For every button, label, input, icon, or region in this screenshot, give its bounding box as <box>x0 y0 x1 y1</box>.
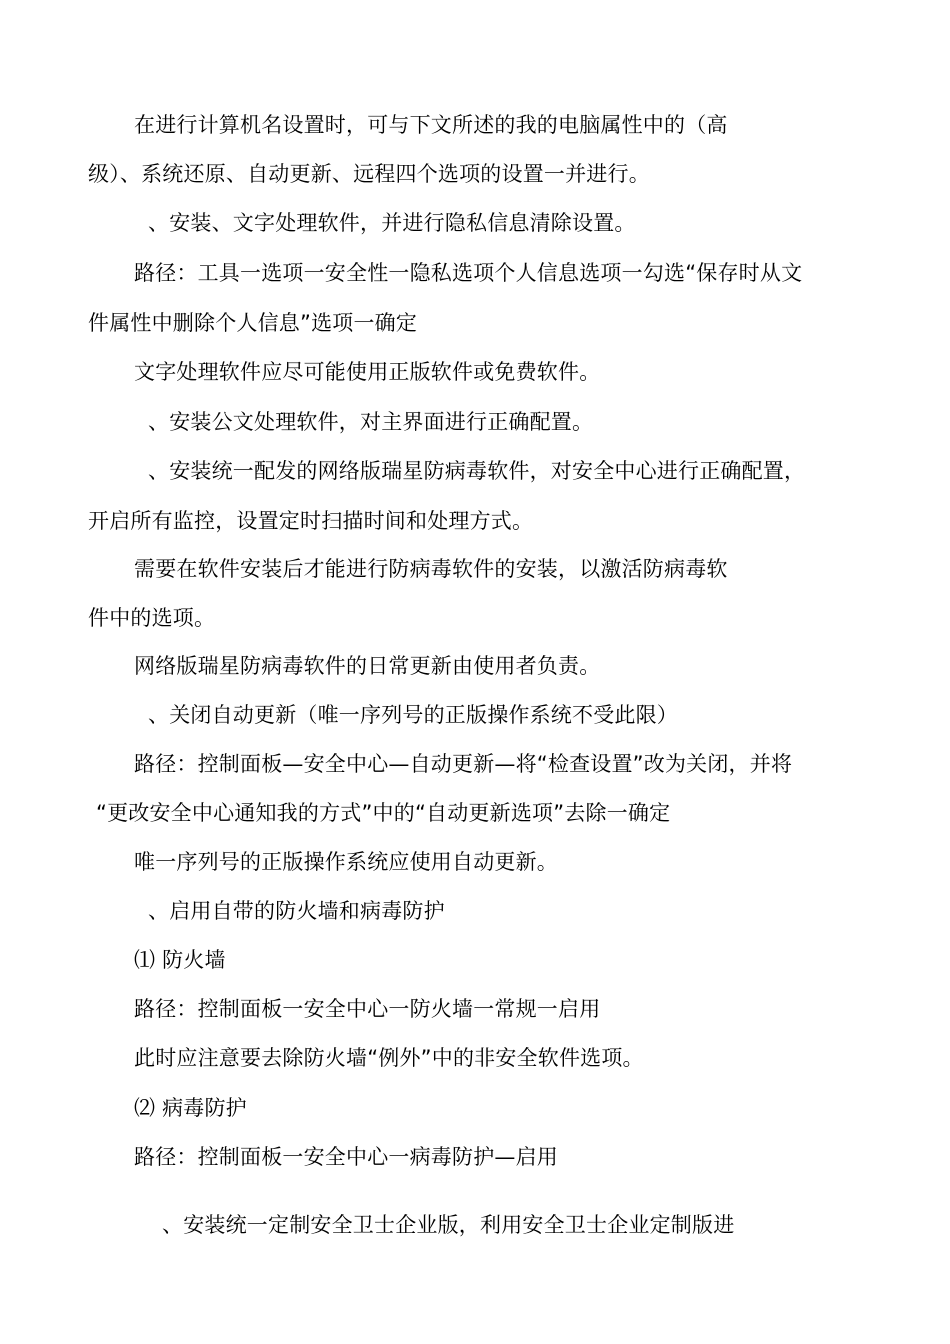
paragraph-line: 路径：控制面板一安全中心一防火墙一常规一启用 <box>134 997 601 1021</box>
paragraph-line: 、启用自带的防火墙和病毒防护 <box>148 899 445 923</box>
paragraph-line: 文字处理软件应尽可能使用正版软件或免费软件。 <box>134 360 601 384</box>
paragraph-line: 件中的选项。 <box>88 606 216 630</box>
paragraph-line: 件属性中删除个人信息”选项一确定 <box>88 311 418 335</box>
paragraph-line: 级）、系统还原、自动更新、远程四个选项的设置一并进行。 <box>88 162 650 186</box>
paragraph-line: 路径：控制面板一安全中心一病毒防护—启用 <box>134 1145 558 1169</box>
paragraph-line: 、安装统一定制安全卫士企业版，利用安全卫士企业定制版进 <box>162 1213 735 1237</box>
paragraph-line: 、安装公文处理软件，对主界面进行正确配置。 <box>148 410 594 434</box>
paragraph-line: 开启所有监控，设置定时扫描时间和处理方式。 <box>88 509 534 533</box>
paragraph-line: 、安装、文字处理软件，并进行隐私信息清除设置。 <box>148 211 636 235</box>
paragraph-line: “更改安全中心通知我的方式”中的“自动更新选项”去除一确定 <box>96 801 671 825</box>
paragraph-line: 此时应注意要去除防火墙“例外”中的非安全软件选项。 <box>134 1046 644 1070</box>
paragraph-line: 、安装统一配发的网络版瑞星防病毒软件，对安全中心进行正确配置， <box>148 459 806 483</box>
paragraph-line: 路径：控制面板—安全中心—自动更新—将“检查设置”改为关闭，并将 <box>134 752 793 776</box>
paragraph-line: 在进行计算机名设置时，可与下文所述的我的电脑属性中的（高 <box>134 113 728 137</box>
paragraph-line: 唯一序列号的正版操作系统应使用自动更新。 <box>134 850 558 874</box>
paragraph-line: 路径：工具一选项一安全性一隐私选项个人信息选项一勾选“保存时从文 <box>134 261 803 285</box>
paragraph-line: 需要在软件安装后才能进行防病毒软件的安装，以激活防病毒软 <box>134 557 728 581</box>
paragraph-line: 、关闭自动更新（唯一序列号的正版操作系统不受此限） <box>148 703 678 727</box>
paragraph-line: ⑴ 防火墙 <box>134 948 226 972</box>
paragraph-line: 网络版瑞星防病毒软件的日常更新由使用者负责。 <box>134 654 601 678</box>
paragraph-line: ⑵ 病毒防护 <box>134 1096 247 1120</box>
